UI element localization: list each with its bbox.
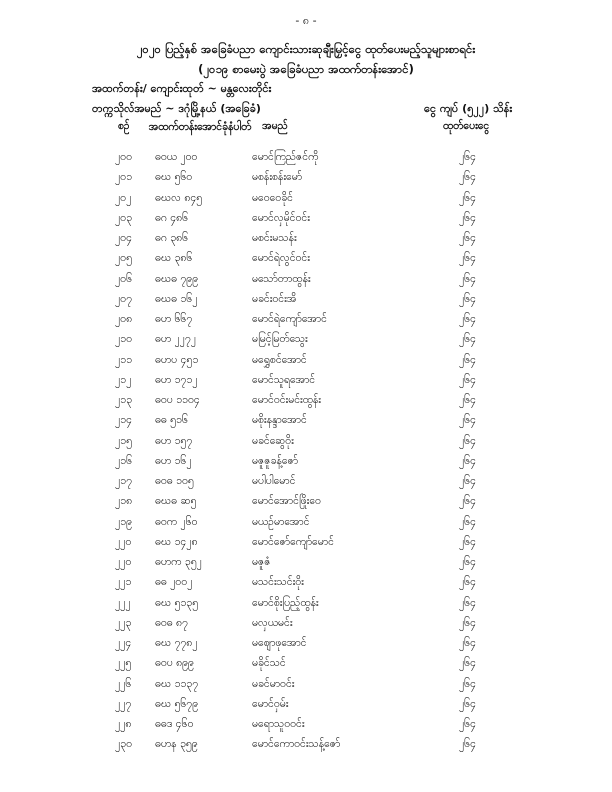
row-name: မရောသူဝဝင်း	[252, 718, 305, 730]
row-name: မောင်ရဲလွင်ဝင်း	[252, 252, 310, 265]
row-name: မဇူဇူခန့်ဇော်	[252, 454, 299, 467]
row-registration: ဓဝဓ ၈၇	[155, 616, 188, 629]
table-row	[0, 536, 612, 556]
row-number: ၂၂၀	[115, 556, 132, 568]
row-number: ၂၂၆	[115, 677, 132, 690]
table-row	[0, 597, 612, 617]
table-row	[0, 333, 612, 353]
row-registration: ဓဝပ ၈၉၉	[155, 657, 194, 670]
row-payment: ၂၆၄	[459, 151, 476, 163]
row-payment: ၂၆၄	[459, 535, 476, 548]
school-label: တက္ကသိုလ်အမည် ~ ဒဂုံမြို့နယ် (အခြေခံ)	[92, 102, 261, 115]
row-registration: ဓဟ ၆၆၇	[155, 313, 193, 325]
row-name: မောင်ကြည်ဇင်ကို	[252, 151, 319, 163]
table-row	[0, 232, 612, 252]
row-number: ၂၀၅	[115, 252, 132, 265]
row-number: ၂၂၄	[115, 637, 132, 649]
table-row	[0, 435, 612, 455]
row-name: မောင်ရဲကျော်အောင်	[252, 313, 327, 325]
table-row	[0, 354, 612, 374]
row-number: ၂၁၉	[115, 515, 132, 528]
table-row	[0, 293, 612, 313]
row-number: ၂၁၇	[115, 475, 132, 487]
row-payment: ၂၆၄	[459, 475, 476, 487]
row-number: ၂၁၅	[115, 434, 132, 447]
row-payment: ၂၆၄	[459, 353, 476, 366]
row-number: ၂၂၅	[115, 657, 132, 670]
table-row	[0, 171, 612, 191]
table-row	[0, 617, 612, 637]
row-registration: ဓဃ ၅၆၇၉	[155, 697, 199, 710]
row-number: ၂၂၇	[115, 697, 132, 710]
row-number: ၂၁၄	[115, 414, 132, 427]
row-payment: ၂၆၄	[459, 333, 476, 346]
row-registration: ဓဃဓ ၁၆၂	[155, 292, 198, 305]
row-number: ၂၂၈	[115, 718, 132, 730]
row-name: မောင်ဝှမ်း	[252, 697, 289, 710]
row-name: မစင်းမသန်း	[252, 232, 297, 244]
row-registration: ဓဟန ၃၅၉	[155, 738, 198, 751]
row-registration: ဓဟ ၁၆၂	[155, 454, 192, 467]
column-header-number: စဉ်	[118, 120, 130, 132]
table-row	[0, 576, 612, 596]
table-row	[0, 455, 612, 475]
row-registration: ဓဝပ ၁၁၀၄	[155, 394, 200, 406]
row-registration: ဓဟက ၃၅၂	[155, 556, 202, 568]
document-subtitle: (၂၀၁၉ စာမေးပွဲ အခြေခံပညာ အထက်တန်းအောင်)	[198, 62, 414, 76]
row-registration: ဓဓ ၂၀၀၂	[155, 576, 193, 589]
row-registration: ဓဓဒ ၄၆၀	[155, 718, 194, 730]
row-payment: ၂၆၄	[459, 414, 476, 427]
row-payment: ၂၆၄	[459, 495, 476, 508]
row-number: ၂၁၈	[115, 495, 133, 508]
row-registration: ဓဟပ ၄၅၁	[155, 353, 199, 366]
row-number: ၂၀၀	[115, 151, 132, 163]
row-registration: ဓဝဓ ၁၀၅	[155, 475, 194, 487]
document-title: ၂၀၂၀ ပြည့်နှစ် အခြေခံပညာ ကျောင်းသားဆုချီးမြှင့်ငွေ ထုတ်ပေးမည့်သူများစာရင်း	[136, 42, 476, 56]
row-number: ၂၁၂	[115, 373, 132, 386]
row-number: ၂၀၇	[115, 292, 132, 305]
table-row	[0, 374, 612, 394]
row-registration: ဓဃ ၃၈၆	[155, 252, 193, 265]
row-name: မောင်ဇော်ကျော်မောင်	[252, 535, 334, 548]
region-label: အထက်တန်း/ ကျောင်းထုတ် ~ မန္တလေးတိုင်း	[92, 82, 272, 95]
column-header-payment: ထုတ်ပေးငွေ	[443, 120, 490, 132]
row-payment: ၂၆၄	[459, 313, 476, 325]
student-list	[0, 151, 612, 759]
row-number: ၂၂၁	[115, 576, 132, 589]
row-name: မလှယမင်း	[252, 616, 293, 629]
row-number: ၂၀၁	[115, 171, 132, 184]
row-payment: ၂၆၄	[459, 373, 476, 386]
row-payment: ၂၆၄	[459, 171, 476, 184]
row-name: မောင်သူရအောင်	[252, 373, 316, 386]
column-header-registration: အထက်တန်းအောင်ခုံနံပါတ်	[148, 121, 252, 133]
row-payment: ၂၆၄	[459, 252, 476, 265]
row-payment: ၂၆၄	[459, 272, 476, 285]
row-payment: ၂၆၄	[459, 232, 476, 244]
table-row	[0, 516, 612, 536]
row-registration: ဓဃ ၁၄၂၈	[155, 535, 198, 548]
row-name: မစန်းစန်းမော်	[252, 171, 303, 184]
amount-label: ငွေ ကျပ် (၅၂၂) သိန်း	[424, 102, 513, 115]
row-name: မစိုးနန္ဒာအောင်	[252, 414, 307, 427]
row-payment: ၂၆၄	[459, 616, 476, 629]
row-payment: ၂၆၄	[459, 556, 476, 568]
row-number: ၂၀၈	[115, 313, 133, 325]
row-payment: ၂၆၄	[459, 697, 476, 710]
row-name: မရွှေစင်အောင်	[252, 353, 307, 366]
row-registration: ဓဝက ၂၆၀	[155, 515, 198, 528]
row-registration: ဓဃ ၅၁၃၅	[155, 596, 199, 609]
row-registration: ဓဓ ၅၁၆	[155, 414, 188, 427]
row-registration: ဓဃ ၇၇၈၂	[155, 637, 198, 649]
row-number: ၂၁၆	[115, 454, 132, 467]
row-payment: ၂၆၄	[459, 292, 476, 305]
table-row	[0, 192, 612, 212]
table-row	[0, 657, 612, 677]
row-name: မဈောဖုအောင်	[252, 637, 307, 649]
row-number: ၂၁၃	[115, 394, 132, 406]
row-number: ၂၂၂	[115, 596, 131, 609]
row-payment: ၂၆၄	[459, 596, 476, 609]
row-registration: ဓဟ ၂၂၇၂	[155, 333, 196, 346]
table-row	[0, 252, 612, 272]
row-name: မသင်းသင်းဝိုး	[252, 576, 304, 589]
row-payment: ၂၆၄	[459, 434, 476, 447]
row-name: မပါပါမောင်	[252, 475, 296, 487]
table-row	[0, 475, 612, 495]
row-payment: ၂၆၄	[459, 394, 476, 406]
row-registration: ဓဂ ၄၈၆	[155, 211, 189, 224]
table-row	[0, 151, 612, 171]
row-name: မောင်စိုးပြည့်ထွန်း	[252, 596, 319, 609]
row-name: မောင်ဝင်းမင်းထွန်း	[252, 394, 321, 406]
row-number: ၂၁၀	[115, 333, 132, 346]
row-registration: ဓဃလ ၈၄၅	[155, 191, 203, 204]
row-registration: ဓဝယ ၂၀၀	[155, 151, 198, 163]
row-payment: ၂၆၄	[459, 718, 476, 730]
row-name: မခင်မာဝင်း	[252, 677, 295, 690]
row-payment: ၂၆၄	[459, 576, 476, 589]
row-number: ၂၀၄	[115, 232, 132, 244]
row-name: မယဉ်မာအောင်	[252, 515, 310, 528]
table-row	[0, 394, 612, 414]
table-row	[0, 212, 612, 232]
row-name: မောင်အောင်ဖြိုးဝေ	[252, 495, 321, 508]
row-name: မခင်းဝင်းအိ	[252, 292, 297, 305]
table-row	[0, 273, 612, 293]
row-registration: ဓဃဓ ၇၉၉	[155, 272, 199, 285]
row-name: မောင်ကောဝင်းသန့်ဇော်	[252, 738, 341, 751]
row-name: မခိုင်သင်	[252, 657, 286, 670]
table-row	[0, 313, 612, 333]
row-name: မောင်လှမိုင်ဝင်း	[252, 211, 310, 224]
row-registration: ဓဃဓ ဆ၅	[155, 495, 197, 508]
table-row	[0, 414, 612, 434]
row-number: ၂၀၂	[115, 191, 132, 204]
table-row	[0, 495, 612, 515]
column-header-name: အမည်	[262, 120, 288, 132]
row-registration: ဓဃ ၁၁၃၇	[155, 677, 199, 690]
row-payment: ၂၆၄	[459, 637, 476, 649]
row-payment: ၂၆၄	[459, 657, 476, 670]
row-name: မဇူဇံ	[252, 556, 271, 568]
table-row	[0, 698, 612, 718]
row-number: ၂၂၃	[115, 616, 132, 629]
page-number: - ၈ -	[295, 14, 317, 27]
row-payment: ၂၆၄	[459, 454, 476, 467]
row-number: ၂၀၃	[115, 211, 132, 224]
row-number: ၂၀၆	[115, 272, 132, 285]
row-registration: ဓဟ ၁၅၇	[155, 434, 193, 447]
row-name: မခင်ဆွေဝိုး	[252, 434, 294, 447]
row-number: ၂၃၀	[115, 738, 132, 751]
row-payment: ၂၆၄	[459, 191, 476, 204]
table-row	[0, 637, 612, 657]
row-payment: ၂၆၄	[459, 738, 476, 751]
table-row	[0, 678, 612, 698]
row-name: မဝေဝေခိုင်	[252, 191, 293, 204]
row-payment: ၂၆၄	[459, 677, 476, 690]
row-name: မမြင့်မြတ်သွေး	[252, 333, 308, 346]
table-row	[0, 556, 612, 576]
row-payment: ၂၆၄	[459, 515, 476, 528]
row-number: ၂၁၁	[115, 353, 132, 366]
row-registration: ဓဂ ၃၈၆	[155, 232, 189, 244]
row-name: မသော်တာထွန်း	[252, 272, 311, 285]
row-registration: ဓဃ ၅၆၀	[155, 171, 193, 184]
table-row	[0, 738, 612, 758]
table-row	[0, 718, 612, 738]
row-payment: ၂၆၄	[459, 211, 476, 224]
row-number: ၂၂၀	[115, 535, 132, 548]
row-registration: ဓဟ ၁၇၁၂	[155, 373, 198, 386]
